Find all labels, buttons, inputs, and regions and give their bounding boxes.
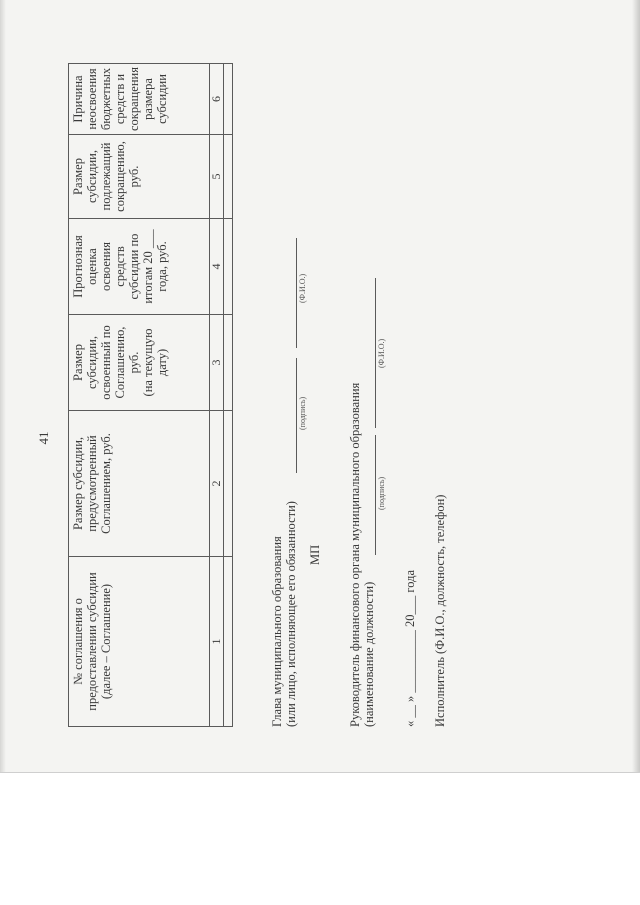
- finance-fio-line: [375, 278, 376, 428]
- finance-head-title: Руководитель финансового органа муниципального образования: [348, 382, 362, 727]
- head-signature-caption: (подпись): [298, 396, 307, 430]
- empty-cell: [224, 135, 233, 219]
- header-subsidy-used: Размер субсидии, освоенный по Соглашению, руб. (на текущую дату): [69, 315, 210, 411]
- column-number-row: [210, 64, 224, 727]
- finance-head-position-note: (наименование должности): [362, 581, 376, 727]
- table-header-row: [69, 64, 210, 727]
- executor-line: Исполнитель (Ф.И.О., должность, телефон): [433, 494, 447, 727]
- header-agreement-number: № соглашения о предоставлении субсидии (далее – Соглашение): [69, 557, 210, 727]
- page-number: 41: [36, 431, 51, 445]
- header-forecast: Прогнозная оценка освоения средств субсидии по итогам 20 ___ года, руб.: [69, 219, 210, 315]
- head-fio-caption: (Ф.И.О.): [298, 273, 307, 303]
- empty-cell: [224, 557, 233, 727]
- header-subsidy-amount: Размер субсидии, предусмотренный Соглашением, руб.: [69, 411, 210, 557]
- subsidy-table: [68, 63, 233, 727]
- stamp-placeholder: МП: [308, 544, 322, 565]
- finance-fio-caption: (Ф.И.О.): [377, 338, 386, 368]
- head-title: Глава муниципального образования: [270, 536, 284, 727]
- finance-signature-caption: (подпись): [377, 476, 386, 510]
- scan-edge-right: [632, 0, 640, 772]
- header-reduction-amount: Размер субсидии, подлежащий сокращению, руб.: [69, 135, 210, 219]
- empty-cell: [224, 219, 233, 315]
- empty-cell: [224, 411, 233, 557]
- rotated-page-content: [28, 23, 588, 743]
- column-number: 4: [210, 219, 224, 315]
- head-fio-line: [296, 238, 297, 348]
- date-line: « __ » __________ 20___ года: [403, 570, 417, 727]
- finance-signature-line: [375, 435, 376, 555]
- table-empty-row: [224, 64, 233, 727]
- column-number: 1: [210, 557, 224, 727]
- column-number: 2: [210, 411, 224, 557]
- column-number: 3: [210, 315, 224, 411]
- header-reason: Причина неосвоения бюджетных средств и сокращения размера субсидии: [69, 64, 210, 135]
- column-number: 5: [210, 135, 224, 219]
- head-title-note: (или лицо, исполняющее его обязанности): [284, 501, 298, 727]
- empty-cell: [224, 315, 233, 411]
- head-signature-line: [296, 358, 297, 473]
- scan-edge-left: [0, 0, 6, 772]
- empty-cell: [224, 64, 233, 135]
- column-number: 6: [210, 64, 224, 135]
